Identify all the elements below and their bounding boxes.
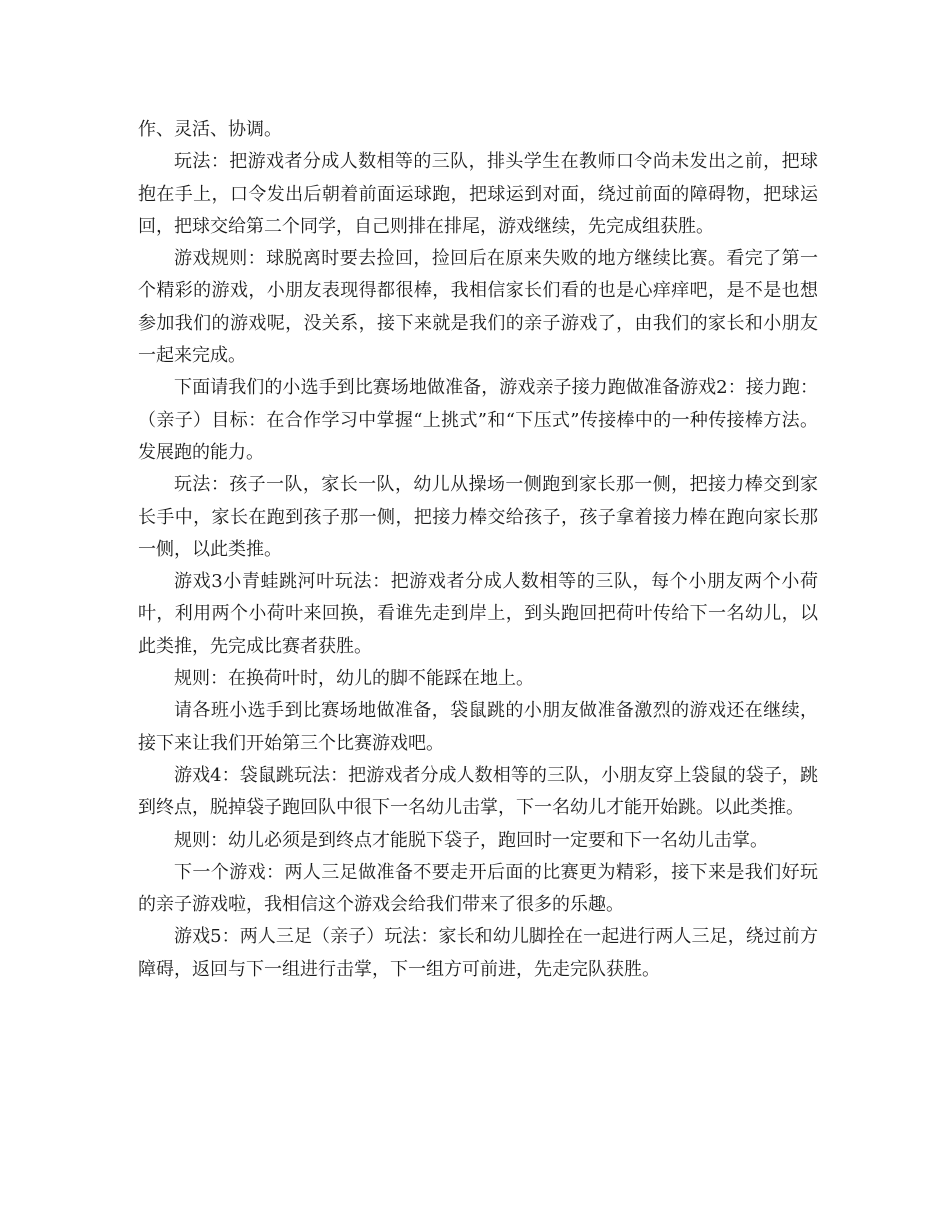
paragraph-game1-rules: 游戏规则：球脱离时要去捡回，捡回后在原来失败的地方继续比赛。看完了第一个精彩的游戏，小朋友表现得都很棒，我相信家长们看的也是心痒痒吧，是不是也想参加我们的游戏呢，没关系，接下来就是我们的亲子游戏了，由我们的家长和小朋友一起来完成。 <box>138 248 818 367</box>
paragraph-game1-play: 玩法：把游戏者分成人数相等的三队，排头学生在教师口令尚未发出之前，把球抱在手上，口令发出后朝着前面运球跑，把球运到对面，绕过前面的障碍物，把球运回，把球交给第二个同学，自己则排在排尾，游戏继续，先完成组获胜。 <box>138 151 818 237</box>
paragraph-game5-prep: 下一个游戏：两人三足做准备不要走开后面的比赛更为精彩，接下来是我们好玩的亲子游戏啦，我相信这个游戏会给我们带来了很多的乐趣。 <box>138 861 818 916</box>
paragraph-game3-rules: 规则：在换荷叶时，幼儿的脚不能踩在地上。 <box>174 668 534 690</box>
paragraph-game4-play: 游戏4：袋鼠跳玩法：把游戏者分成人数相等的三队，小朋友穿上袋鼠的袋子，跳到终点，脱掉袋子跑回队中很下一名幼儿击掌，下一名幼儿才能开始跳。以此类推。 <box>138 764 818 819</box>
paragraph-game4-prep: 请各班小选手到比赛场地做准备，袋鼠跳的小朋友做准备激烈的游戏还在继续，接下来让我们开始第三个比赛游戏吧。 <box>138 700 818 754</box>
document-body <box>138 114 818 986</box>
paragraph-game4-rules: 规则：幼儿必须是到终点才能脱下袋子，跑回时一定要和下一名幼儿击掌。 <box>174 829 768 851</box>
paragraph-game5-play: 游戏5：两人三足（亲子）玩法：家长和幼儿脚拴在一起进行两人三足，绕过前方障碍，返回与下一组进行击掌，下一组方可前进，先走完队获胜。 <box>138 926 818 980</box>
paragraph-game2-intro: 下面请我们的小选手到比赛场地做准备，游戏亲子接力跑做准备游戏2：接力跑：（亲子）目标：在合作学习中掌握“上挑式”和“下压式”传接棒中的一种传接棒方法。发展跑的能力。 <box>138 377 818 463</box>
paragraph-continuation: 作、灵活、协调。 <box>138 119 282 140</box>
paragraph-game2-play: 玩法：孩子一队，家长一队，幼儿从操场一侧跑到家长那一侧，把接力棒交到家长手中，家长在跑到孩子那一侧，把接力棒交给孩子，孩子拿着接力棒在跑向家长那一侧，以此类推。 <box>138 474 818 560</box>
paragraph-game3-play: 游戏3小青蛙跳河叶玩法：把游戏者分成人数相等的三队，每个小朋友两个小荷叶，利用两个小荷叶来回换，看谁先走到岸上，到头跑回把荷叶传给下一名幼儿，以此类推，先完成比赛者获胜。 <box>138 571 818 657</box>
